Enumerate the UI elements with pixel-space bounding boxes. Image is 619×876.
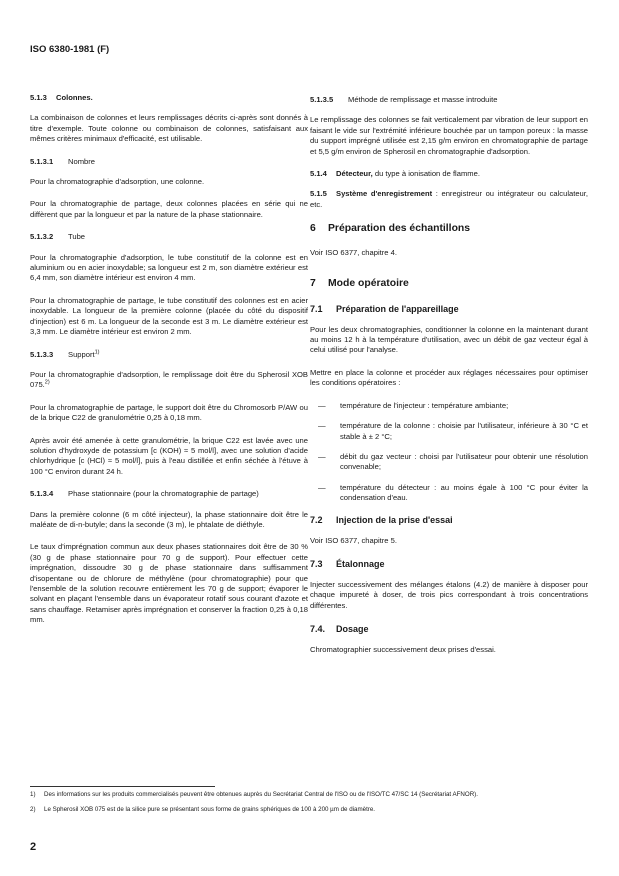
section-heading-5-1-3-5: 5.1.3.5 Méthode de remplissage et masse introduite [310,95,498,104]
footnotes [30,790,590,820]
list-item: — température de la colonne : choisie par l'utilisateur, inférieure à 30 °C et stable à ± 2 °C; [318,421,588,441]
document-header: ISO 6380-1981 (F) [30,44,110,55]
paragraph: Pour la chromatographie d'adsorption, le tube constitutif de la colonne est en aluminium ou en acier inoxydable; sa longueur est 2 m, son diamètre extérieur est 6,4 mm, son diamètre intérieur est environ 4 mm. [30,252,308,283]
list-item: — débit du gaz vecteur : choisi par l'utilisateur pour obtenir une résolution convenable; [318,451,588,472]
left-column [30,93,308,638]
paragraph: Le taux d'imprégnation commun aux deux phases stationnaires doit être de 30 % (30 g de phase stationnaire pour 70 g de support). Pour effectuer cette imprégnation, dissoudre 30 g de phase stationnaire dans suffisamment d'isopentane ou de chlorure de méthylène (pour chromatographie) pour que l'ensemble de la solution recouvre entièrement les 70 g de support; évaporer le solvant en plaçant l'ensemble dans un évaporateur rotatif sous courant d'azote et sans chauffage. Retamiser après imprégnation et conserver la fraction 0,25 à 0,18 mm. [30,542,308,625]
section-heading-5-1-5: 5.1.5 Système d'enregistrement : enregistreur ou intégrateur ou calculateur, etc. [310,189,589,209]
paragraph: Pour la chromatographie de partage, le support doit être du Chromosorb P/AW ou de la brique C22 de granulométrie 0,25 à 0,18 mm. [30,402,308,423]
footnote-ref: 2) [44,379,50,386]
paragraph: Mettre en place la colonne et procéder aux réglages nécessaires pour optimiser les conditions opératoires : [310,367,588,388]
list-item: — température de l'injecteur : température ambiante; [318,400,509,410]
section-heading-5-1-3: 5.1.3 Colonnes. [30,93,93,102]
paragraph: La combinaison de colonnes et leurs remplissages décrits ci-après sont donnés à titre d'exemple. Toute colonne ou combinaison de colonnes, satisfaisant aux mêmes critères minimaux d'efficacité, est utilisable. [30,113,308,144]
section-heading-5-1-3-3: 5.1.3.3 Support$^{1)}$ [30,348,100,359]
section-heading-7-2: 7.2 Injection de la prise d'essai [310,514,453,525]
section-heading-7: 7 Mode opératoire [310,277,409,289]
footnote: 2) Le Spherosil XOB 075 est de la silice pure se présentant sous forme de grains sphériques de 100 à 200 µm de diamètre. [30,806,376,813]
paragraph: Pour la chromatographie d'adsorption, une colonne. [30,177,205,187]
paragraph: Pour la chromatographie d'adsorption, le remplissage doit être du Spherosil XOB 075.$^{2)}$ [30,369,308,390]
section-heading-5-1-3-4: 5.1.3.4 Phase stationnaire (pour la chromatographie de partage) [30,489,259,499]
page-number: 2 [30,841,37,853]
conditions-list [310,401,588,504]
section-heading-6: 6 Préparation des échantillons [310,223,471,235]
paragraph: Pour la chromatographie de partage, le tube constitutif des colonnes est en acier inoxydable. La longueur de la première colonne (placée du côté du dispositif d'injection) est 6 m. La longueur de la seconde est 3 m. Le diamètre extérieur est 3,3 mm. Le diamètre intérieur est environ 2 mm. [30,295,308,337]
section-heading-5-1-4: 5.1.4 Détecteur, du type à ionisation de flamme. [310,169,480,179]
paragraph: Le remplissage des colonnes se fait verticalement par vibration de leur support en faisant le vide sur l'extrémité inférieure bouchée par un tampon poreux : la masse du support imprégné utilisée est 2,15 g/m environ en chromatographie de partage et 5,5 g/m environ de Spherosil en chromatographie d'adsorption. [310,115,588,156]
paragraph: Pour la chromatographie de partage, deux colonnes placées en série qui ne diffèrent que par la longueur et par la nature de la phase stationnaire. [30,199,308,219]
paragraph: Voir ISO 6377, chapitre 5. [310,535,397,545]
section-heading-7-1: 7.1 Préparation de l'appareillage [310,303,459,314]
section-heading-7-3: 7.3 Étalonnage [310,558,385,569]
section-heading-5-1-3-1: 5.1.3.1 Nombre [30,156,96,166]
footnote-divider [30,786,215,787]
paragraph: Pour les deux chromatographies, conditionner la colonne en la maintenant durant au moins 12 h à la température d'utilisation, avec un débit de gaz vecteur égal à celui utilisé pour l'analyse. [310,324,588,355]
paragraph: Injecter successivement des mélanges étalons (4.2) de manière à disposer pour chaque impureté à doser, de trois pics correspondant à trois concentrations différentes. [310,579,588,610]
footnote: 1) Des informations sur les produits commercialisés peuvent être obtenues auprès du Secrétariat Central de l'ISO ou de l'ISO/TC 47/SC 14 (Secrétariat AFNOR). [30,791,478,798]
paragraph: Chromatographier successivement deux prises d'essai. [310,645,496,655]
paragraph: Après avoir été amenée à cette granulométrie, la brique C22 est lavée avec une solution d'hydroxyde de potassium [c (KOH) ≈ 5 mol/l], avec une solution d'acide chlorhydrique [c (HCl) ≈ 5 mol/l], puis à l'eau distillée et enfin séchée à l'étuve à 100 °C environ durant 24 h. [30,435,308,476]
footnote-ref: 1) [94,348,100,355]
section-heading-7-4: 7.4. Dosage [310,624,369,635]
right-column [310,95,588,668]
list-item: — température du détecteur : au moins égale à 100 °C pour éviter la condensation d'eau. [318,482,588,503]
paragraph: Dans la première colonne (6 m côté injecteur), la phase stationnaire doit être le maléate de di-n-butyle; dans la seconde (3 m), le phtalate de diéthyle. [30,509,308,529]
paragraph: Voir ISO 6377, chapitre 4. [310,248,397,258]
section-heading-5-1-3-2: 5.1.3.2 Tube [30,232,86,242]
